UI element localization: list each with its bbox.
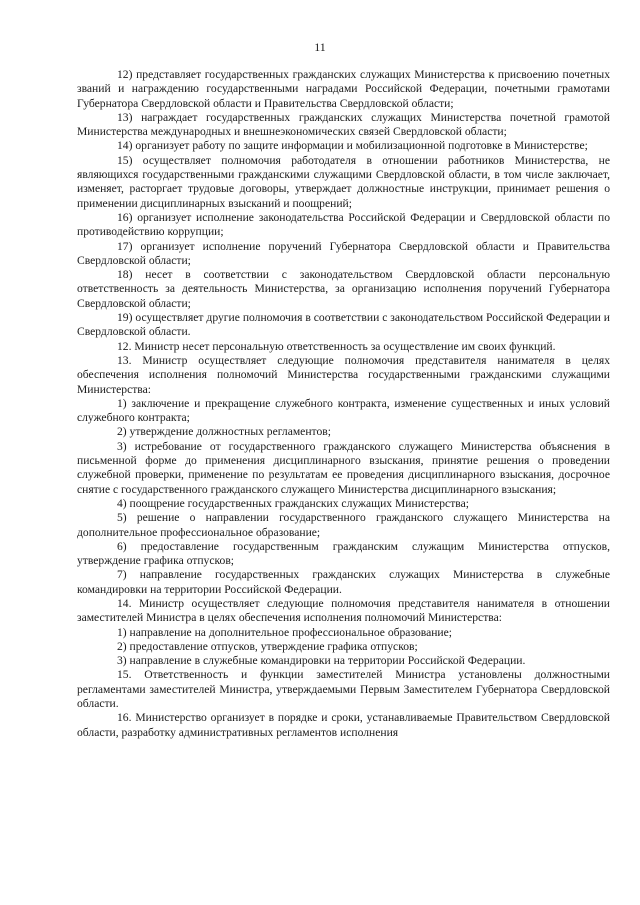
- paragraph: 14. Министр осуществляет следующие полномочия представителя нанимателя в отношении заместителей Министра в целях обеспечения исполнения полномочий Министерства:: [77, 596, 610, 625]
- paragraph: 5) решение о направлении государственного гражданского служащего Министерства на дополнительное профессиональное образование;: [77, 511, 610, 539]
- paragraph: 13. Министр осуществляет следующие полномочия представителя нанимателя в целях обеспечения исполнения полномочий Министерства государственными гражданскими служащими Министерства:: [77, 353, 610, 396]
- paragraph: 3) истребование от государственного гражданского служащего Министерства объяснения в письменной форме до применения дисциплинарного взыскания, принятие решения о проведении служебной проверки, применение по результатам ее проведения дисциплинарного взыскания, досрочное снятие с государственного гражданского служащего Министерства дисциплинарного взыскания;: [77, 439, 610, 496]
- paragraph: 14) организует работу по защите информации и мобилизационной подготовке в Министерстве;: [117, 139, 588, 153]
- document-body: [77, 68, 610, 740]
- paragraph: 4) поощрение государственных гражданских служащих Министерства;: [117, 496, 469, 510]
- paragraph: 17) организует исполнение поручений Губернатора Свердловской области и Правительства Свердловской области;: [77, 239, 610, 267]
- paragraph: 3) направление в служебные командировки на территории Российской Федерации.: [117, 654, 526, 668]
- paragraph: 16. Министерство организует в порядке и сроки, устанавливаемые Правительством Свердловской области, разработку административных регламентов исполнения: [77, 711, 610, 739]
- paragraph: 2) предоставление отпусков, утверждение графика отпусков;: [117, 639, 418, 653]
- paragraph: 1) заключение и прекращение служебного контракта, изменение существенных и иных условий служебного контракта;: [77, 396, 610, 425]
- paragraph: 1) направление на дополнительное профессиональное образование;: [117, 625, 453, 639]
- paragraph: 13) награждает государственных гражданских служащих Министерства почетной грамотой Министерства международных и внешнеэкономических связей Свердловской области;: [77, 110, 610, 139]
- page-number: 11: [314, 40, 326, 54]
- paragraph: 12. Министр несет персональную ответственность за осуществление им своих функций.: [117, 339, 556, 353]
- paragraph: 16) организует исполнение законодательства Российской Федерации и Свердловской области по противодействию коррупции;: [77, 210, 610, 239]
- paragraph: 15) осуществляет полномочия работодателя в отношении работников Министерства, не являющихся государственными гражданскими служащими Свердловской области, в том числе заключает, изменяет, расторгает трудовые договоры, утверждает должностные инструкции, принимает решения о применении дисциплинарных взысканий и поощрений;: [77, 153, 610, 210]
- paragraph: 18) несет в соответствии с законодательством Свердловской области персональную ответственность за деятельность Министерства, за организацию исполнения поручений Губернатора Свердловской области;: [77, 268, 610, 310]
- paragraph: 19) осуществляет другие полномочия в соответствии с законодательством Российской Федерации и Свердловской области.: [77, 311, 610, 339]
- paragraph: 2) утверждение должностных регламентов;: [117, 425, 331, 439]
- paragraph: 6) предоставление государственным гражданским служащим Министерства отпусков, утверждение графика отпусков;: [77, 539, 610, 568]
- paragraph: 15. Ответственность и функции заместителей Министра установлены должностными регламентами заместителей Министра, утверждаемыми Первым Заместителем Губернатора Свердловской области.: [77, 668, 610, 711]
- paragraph: 12) представляет государственных гражданских служащих Министерства к присвоению почетных званий и награждению государственными наградами Российской Федерации, почетными грамотами Губернатора Свердловской области и Правительства Свердловской области;: [77, 68, 610, 110]
- paragraph: 7) направление государственных гражданских служащих Министерства в служебные командировки на территории Российской Федерации.: [77, 568, 610, 596]
